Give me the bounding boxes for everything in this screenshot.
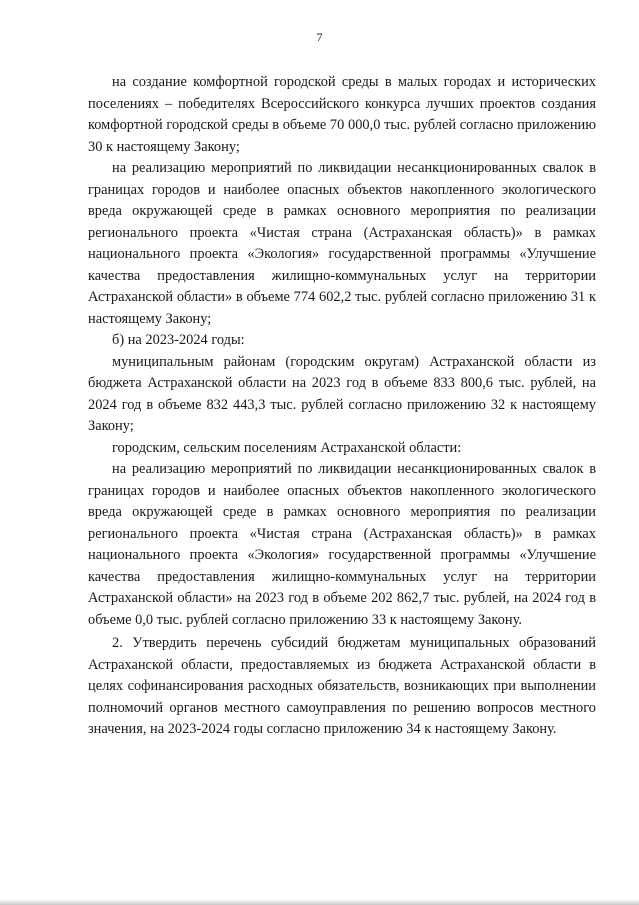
paragraph-municipal-districts: муниципальным районам (городским округам) Астраханской области из бюджета Астраханской области на 2023 год в объеме 833 800,6 тыс. рублей, на 2024 год в объеме 832 443,3 тыс. рублей согласно приложению 32 к настоящему Закону; [88,353,596,434]
page-number: 7 [316,30,323,44]
paragraph-comfortable-urban-environment: на создание комфортной городской среды в малых городах и исторических поселениях – победителях Всероссийского конкурса лучших проектов создания комфортной городской среды в объеме 70 000,0 тыс. рублей согласно приложению 30 к настоящему Закону; [88,74,596,155]
document-body [88,72,596,741]
paragraph-landfill-liquidation: на реализацию мероприятий по ликвидации несанкционированных свалок в границах городов и наиболее опасных объектов накопленного экологического вреда окружающей среде в рамках основного мероприятия по реализации регионального проекта «Чистая страна (Астраханская область)» в рамках национального проекта «Экология» государственной программы «Улучшение качества предоставления жилищно-коммунальных услуг на территории Астраханской области» в объеме 774 602,2 тыс. рублей согласно приложению 31 к настоящему Закону; [88,160,596,327]
paragraph-approve-subsidies-list: 2. Утвердить перечень субсидий бюджетам муниципальных образований Астраханской области, предоставляемых из бюджета Астраханской области в целях софинансирования расходных обязательств, возникающих при выполнении полномочий органов местного самоуправления по решению вопросов местного значения, на 2023-2024 годы согласно приложению 34 к настоящему Закону. [88,635,596,737]
paragraph-landfill-liquidation-2023-2024: на реализацию мероприятий по ликвидации несанкционированных свалок в границах городов и наиболее опасных объектов накопленного экологического вреда окружающей среде в рамках основного мероприятия по реализации регионального проекта «Чистая страна (Астраханская область)» в рамках национального проекта «Экология» государственной программы «Улучшение качества предоставления жилищно-коммунальных услуг на территории Астраханской области» на 2023 год в объеме 202 862,7 тыс. рублей, на 2024 год в объеме 0,0 тыс. рублей согласно приложению 33 к настоящему Закону. [88,461,596,628]
scan-bottom-edge [0,899,639,905]
paragraph-years-2023-2024: б) на 2023-2024 годы: [112,332,245,348]
paragraph-urban-rural-settlements: городским, сельским поселениям Астраханской области: [112,439,462,456]
